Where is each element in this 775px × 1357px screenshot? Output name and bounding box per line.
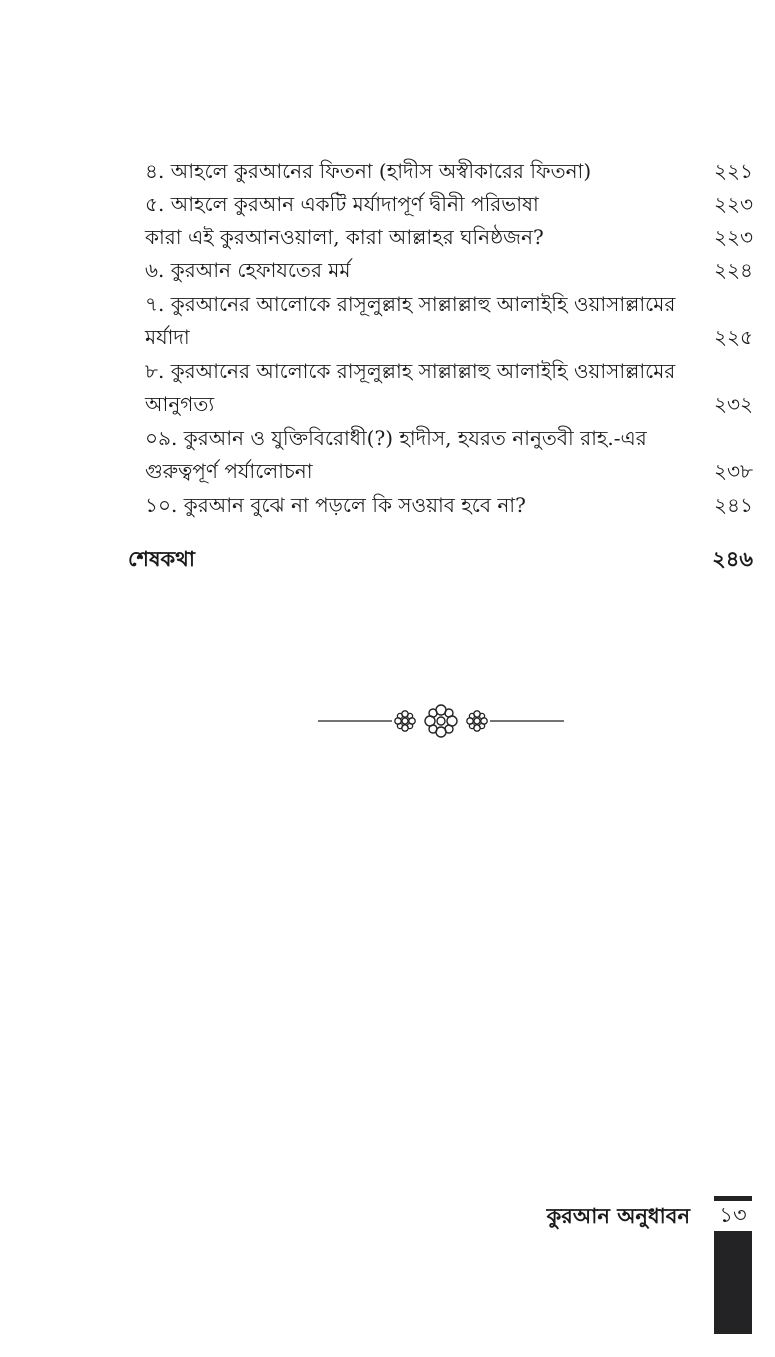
toc-entry [145,221,753,254]
page-edge-tab [714,1231,752,1334]
toc-entry-page: ২২৩ [713,192,753,216]
toc-entry [145,489,753,522]
toc-entry-page: ২৪১ [714,493,753,517]
toc-entry-title: কারা এই কুরআনওয়ালা, কারা আল্লাহর ঘনিষ্ঠজন? [145,225,544,249]
toc-entry-title: ৮. কুরআনের আলোকে রাসূলুল্লাহ সাল্লাল্লাহু আলাইহি ওয়াসাল্লামের [145,359,676,383]
ornament-divider [318,703,564,739]
toc-entry-page: ২২১ [714,159,753,183]
toc-entry-title: ৬. কুরআন হেফাযতের মর্ম [145,258,351,282]
flower-icon-center [425,705,457,737]
toc-entry-title: ৭. কুরআনের আলোকে রাসূলুল্লাহ সাল্লাল্লাহু আলাইহি ওয়াসাল্লামের [145,292,676,316]
toc-entry-page: ২২৪ [714,258,753,282]
toc-entry-page: ২২৫ [714,325,753,349]
toc-entry [145,155,753,188]
toc-entry-title-continued: মর্যাদা [145,325,190,349]
running-footer-book-title: কুরআন অনুধাবন [546,1203,690,1228]
toc-entry-title-continued: গুরুত্বপূর্ণ পর্যালোচনা [145,459,313,483]
toc-entry-page: ২৩৮ [714,459,753,483]
toc-entry [145,254,753,287]
toc-entry [145,288,753,354]
toc-entry-title: ৫. আহলে কুরআন একটি মর্যাদাপূর্ণ দ্বীনী পরিভাষা [145,192,539,216]
toc-entry-page: ২৩২ [713,392,753,416]
toc-entry [145,355,753,421]
flower-icon-left [395,711,415,731]
toc-entry-title: ১০. কুরআন বুঝে না পড়লে কি সওয়াব হবে না? [145,493,526,517]
page-number: ১৩ [719,1203,747,1227]
toc-entry-page: ২২৩ [713,225,753,249]
toc-entry-title-continued: আনুগত্য [145,392,215,416]
flower-icon-right [467,711,487,731]
toc-entry [145,422,753,488]
toc-entry-title: ৪. আহলে কুরআনের ফিতনা (হাদীস অস্বীকারের ফিতনা) [145,159,592,183]
toc-final-page: ২৪৬ [712,546,753,571]
toc-final-entry [128,542,753,576]
toc-entry-title: ০৯. কুরআন ও যুক্তিবিরোধী(?) হাদীস, হযরত নানুতবী রাহ.-এর [145,426,647,450]
toc-entry [145,188,753,221]
toc-final-title: শেষকথা [128,546,195,571]
